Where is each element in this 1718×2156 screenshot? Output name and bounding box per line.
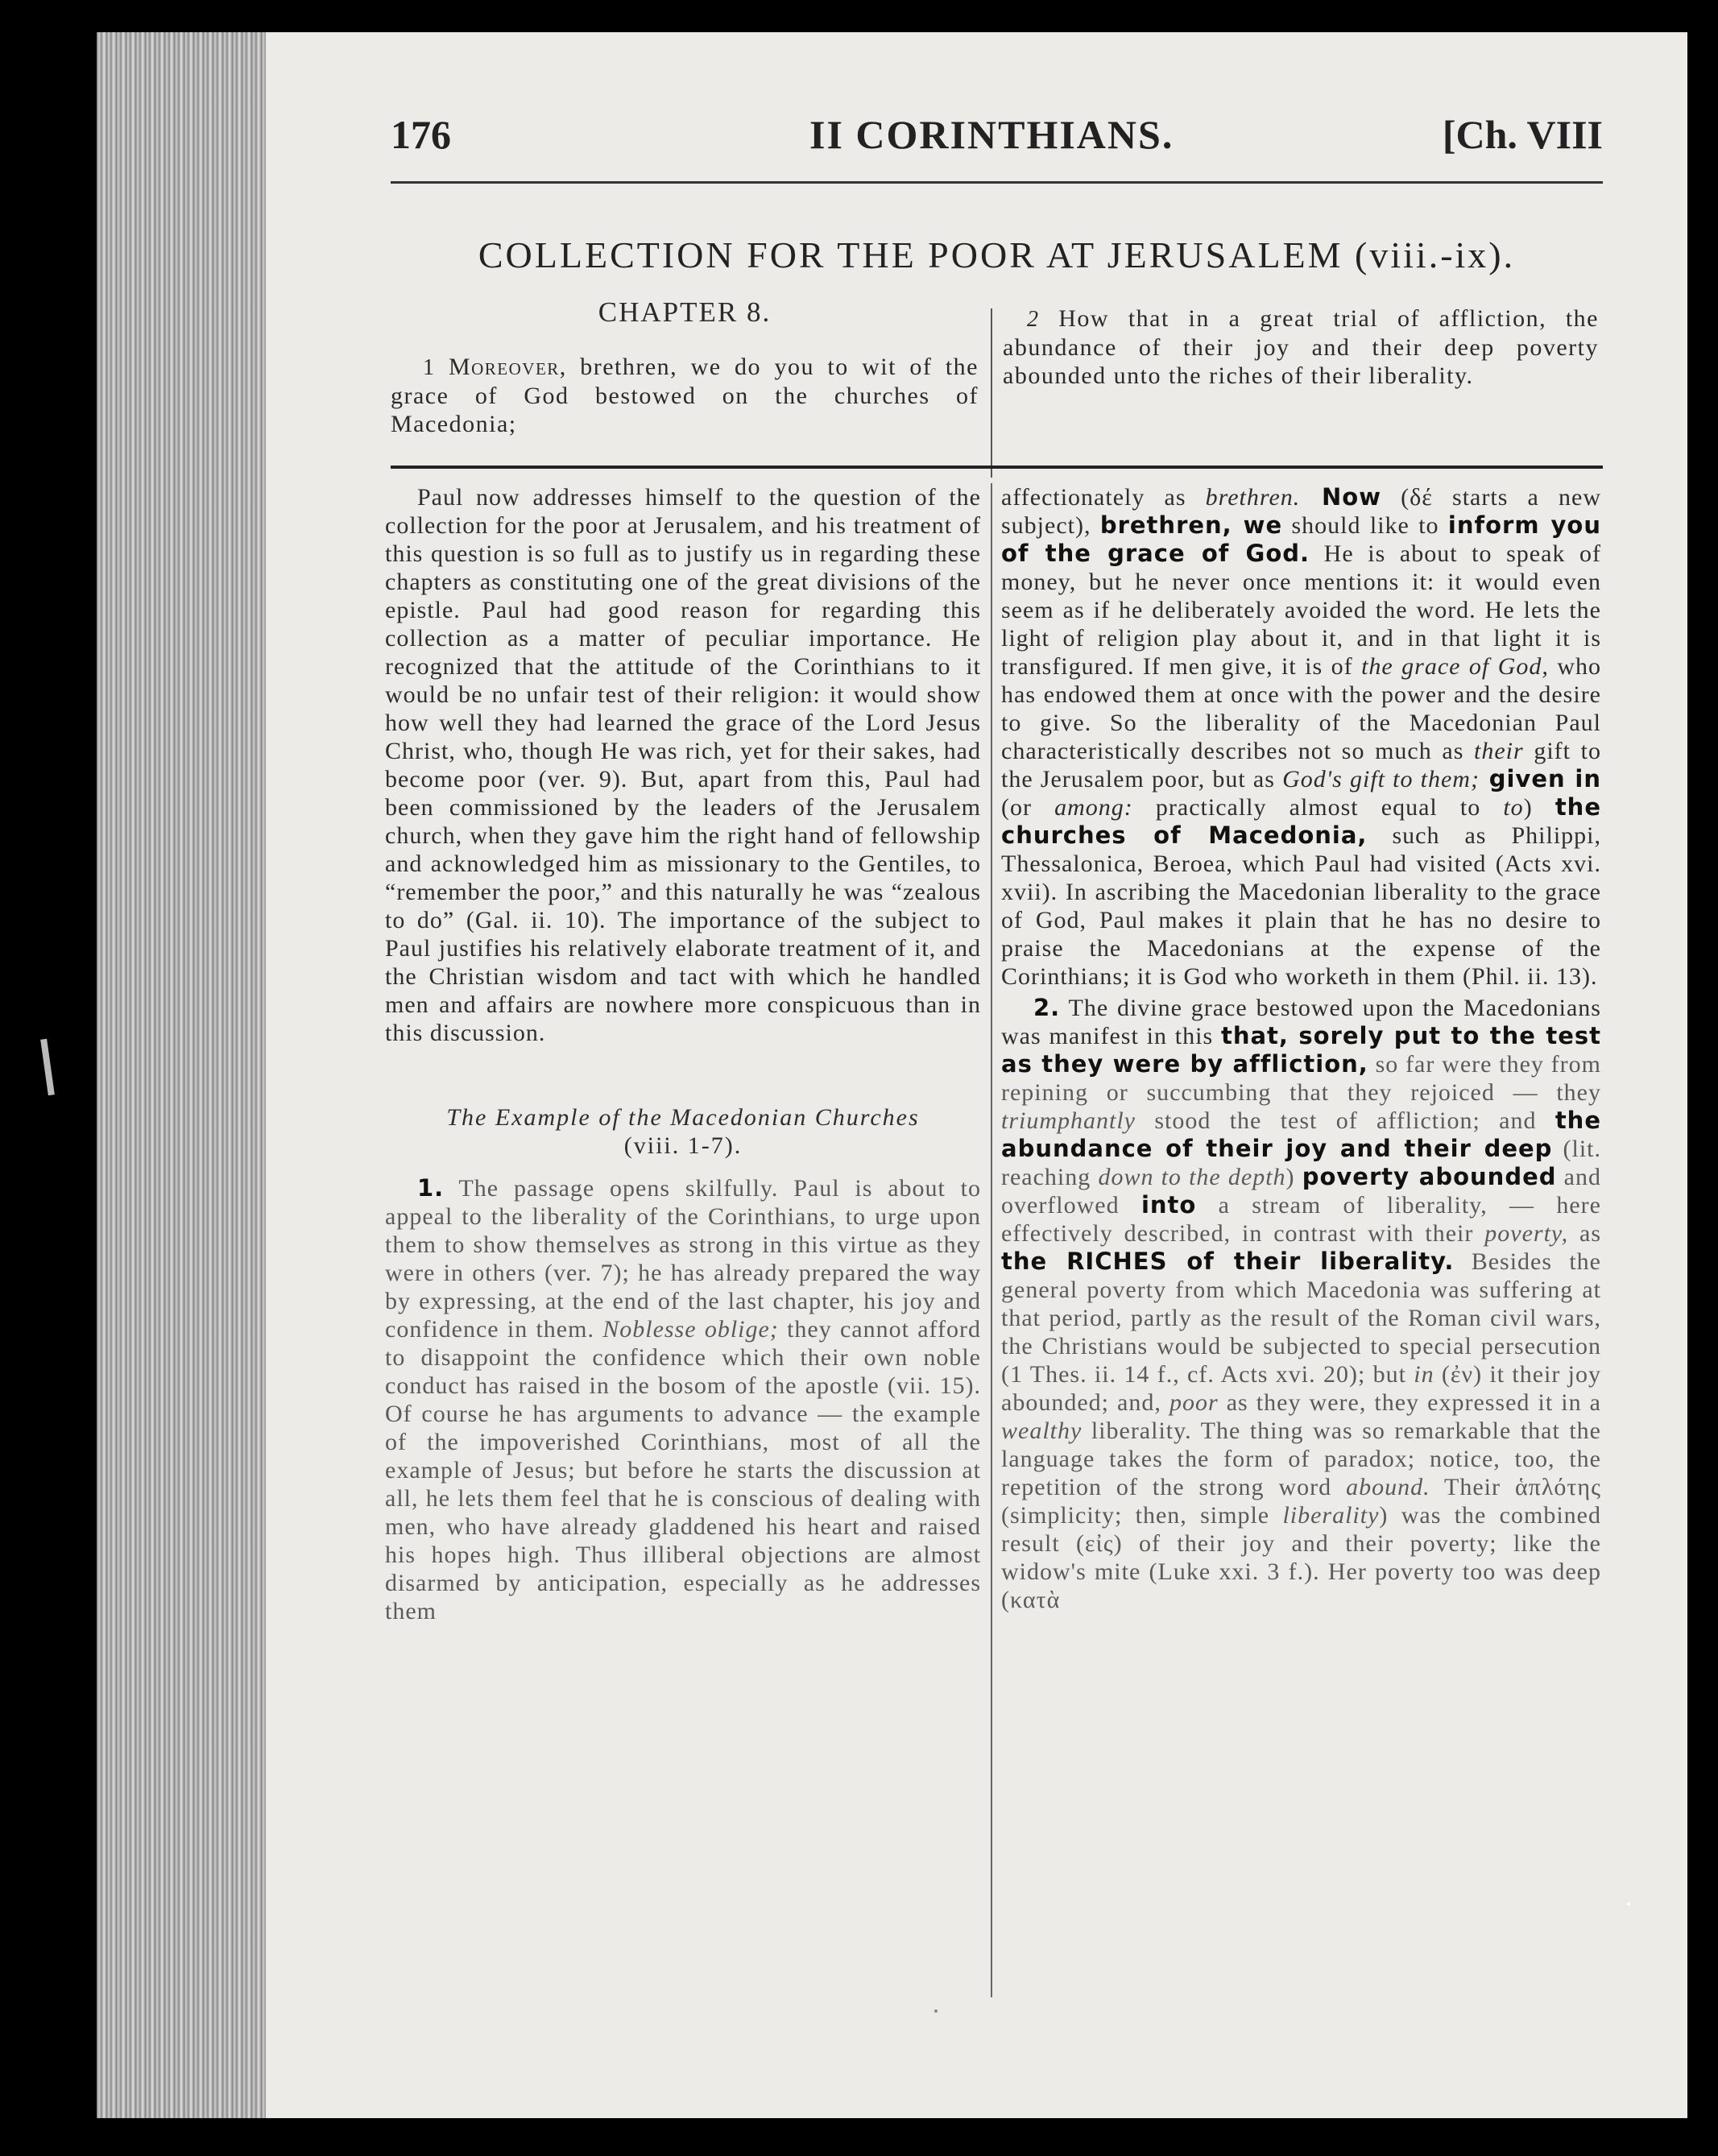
intro-paragraph: Paul now addresses himself to the question of the collection for the poor at Jerusalem, and his treatment of this question is so full as to justify us in regarding these chapters as constituting one of the great divisions of the epistle. Paul had good reason for regarding this collection as a matter of peculiar importance. He recognized that the attitude of the Corinthians to it would be no unfair test of their religion: it would show how well they had learned the grace of the Lord Jesus Christ, who, though He was rich, yet for their sakes, had become poor (ver. 9). But, apart from this, Paul had been commissioned by the leaders of the Jerusalem church, when they gave him the right hand of fellowship and acknowledged him as missionary to the Gentiles, to “remember the poor,” and this naturally he was “zealous to do” (Gal. ii. 10). The importance of the subject to Paul justifies his relatively elaborate treatment of it, and the Christian wisdom and tact with which he handled men and affairs are nowhere more conspicuous than in this discussion. — [385, 484, 981, 1046]
chapter-reference: [Ch. VIII — [1442, 112, 1603, 157]
bold-run: the abundance of their joy and their deep — [1001, 1107, 1601, 1162]
italic-run: God's gift to them; — [1282, 766, 1480, 792]
header-rule — [391, 181, 1603, 184]
paragraph-1-text-a: The passage opens skilfully. Paul is about to appeal to the liberality of the Corinthians, to urge upon them to show themselves as strong in this virtue as they were in others (ver. 7); he has already prepared the way by expressing, at the end of the last chapter, his joy and confidence in them. — [385, 1175, 981, 1343]
italic-run: among: — [1054, 794, 1133, 821]
subheading — [385, 1103, 981, 1160]
text-run: (ἐν) it their joy abounded; and, — [1001, 1361, 1602, 1416]
verse-2-text: How that in a great trial of affliction, the abundance of their joy and their deep poverty abounded unto the riches of their liberality. — [1003, 305, 1599, 389]
running-title: II CORINTHIANS. — [809, 112, 1174, 157]
italic-run: to — [1503, 794, 1524, 821]
bold-run: poverty abounded — [1302, 1163, 1557, 1190]
text-run: ) was the combined result (εἰς) of their joy and their poverty; like the widow's mite (Luke xxi. 3 f.). Her poverty too was deep (κατὰ — [1001, 1502, 1601, 1613]
bold-run: brethren, we — [1099, 511, 1283, 539]
italic-run: down to the depth — [1098, 1164, 1286, 1190]
italic-run: triumphantly — [1001, 1107, 1136, 1134]
subheading-ref: (viii. 1-7). — [623, 1132, 743, 1159]
bold-run: the RICHES of their liberality. — [1001, 1248, 1455, 1275]
text-run: as — [1568, 1220, 1602, 1247]
text-run: practically almost equal to — [1132, 794, 1504, 821]
italic-run: abound. — [1346, 1474, 1430, 1500]
right-paragraph-2 — [1001, 994, 1601, 1614]
italic-run: in — [1414, 1361, 1434, 1388]
verse-2 — [1003, 304, 1599, 390]
text-run: so far were they from repining or succumbing that they rejoiced — they — [1001, 1051, 1601, 1106]
commentary-left-column — [385, 483, 981, 1625]
text-run: liberality. The thing was so remarkable that the language takes the form of paradox; notice, too, the repetition of the strong word — [1001, 1417, 1601, 1500]
verse-1-text: , brethren, we do you to wit of the grace of God bestowed on the churches of Macedonia; — [391, 354, 979, 437]
text-run: should like to — [1282, 512, 1448, 539]
italic-run: poverty, — [1484, 1220, 1569, 1247]
paragraph-1-number: 1. — [417, 1174, 445, 1202]
italic-run: their — [1474, 738, 1524, 764]
text-run: and overflowed — [1001, 1164, 1601, 1219]
bold-run: inform you of the grace of God. — [1001, 511, 1601, 567]
verse-1-number: 1 — [423, 355, 436, 380]
bold-run: that, sorely put to the test as they were by affliction, — [1001, 1022, 1601, 1078]
scan-speck — [934, 2009, 938, 2013]
right-paragraph-1 — [1001, 483, 1601, 991]
verse-1-lead: Moreover — [448, 354, 560, 380]
paragraph-1 — [385, 1174, 981, 1625]
page-number: 176 — [391, 112, 451, 157]
text-run: (or — [1001, 794, 1055, 821]
bold-run: into — [1141, 1191, 1197, 1219]
scan-speck — [1627, 1902, 1630, 1906]
text-run: Besides the general poverty from which Macedonia was suffering at that period, partly as the result of the Roman civil wars, the Christians would be subjected to special persecution (1 Thes. ii. 14 f., cf. Acts xvi. 20); but — [1001, 1248, 1601, 1388]
verse-2-number: 2 — [1027, 307, 1040, 332]
italic-run: the grace of God, — [1361, 653, 1549, 680]
italic-run: poor — [1169, 1389, 1219, 1416]
text-run: ) — [1285, 1164, 1302, 1190]
bold-run: Now — [1300, 483, 1382, 511]
text-run: a stream of liberality, — here effectively described, in contrast with their — [1001, 1192, 1601, 1247]
text-run: gift to the Jerusalem poor, but as — [1001, 738, 1601, 792]
subheading-title: The Example of the Macedonian Churches — [446, 1104, 920, 1131]
text-run: Their ἁπλότης (simplicity; then, simple — [1001, 1474, 1601, 1529]
text-run: who has endowed them at once with the power and the desire to give. So the liberality of the Macedonian Paul characteristically describes not so much as — [1001, 653, 1601, 764]
bold-run: the churches of Macedonia, — [1001, 793, 1601, 849]
italic-run: liberality — [1282, 1502, 1380, 1529]
text-run: stood the test of affliction; and — [1136, 1107, 1555, 1134]
chapter-heading: CHAPTER 8. — [598, 296, 772, 328]
verse-1 — [391, 353, 979, 438]
section-title: COLLECTION FOR THE POOR AT JERUSALEM (viii.-ix). — [478, 234, 1516, 275]
italic-run: wealthy — [1001, 1417, 1083, 1444]
text-run: ) — [1523, 794, 1555, 821]
text-run: such as Philippi, Thessalonica, Beroea, which Paul had visited (Acts xvi. xvii). In ascribing the Macedonian liberality to the grace of God, Paul makes it plain that he has no desire to praise the Macedonians at the expense of the Corinthians; it is God who worketh in them (Phil. ii. 13). — [1001, 822, 1601, 990]
paragraph-1-text-b: they cannot afford to disappoint the confidence which their own noble conduct has raised in the bosom of the apostle (vii. 15). Of course he has arguments to advance — the example of the impoverished Corinthians, most of all the example of Jesus; but before he starts the discussion at all, he lets them feel that he is conscious of dealing with men, who have already gladdened his heart and raised his hopes high. Thus illiberal objections are almost disarmed by anticipation, especially as he addresses them — [385, 1316, 981, 1624]
text-run: (lit. reaching — [1001, 1136, 1601, 1190]
bold-run: given in — [1479, 765, 1601, 792]
commentary-right-column — [1001, 483, 1601, 1614]
text-run: The divine grace bestowed upon the Macedonians was manifest in this — [1001, 995, 1601, 1049]
page-edges — [97, 32, 270, 2118]
paragraph-2-number: 2. — [1033, 994, 1061, 1021]
commentary-rule — [391, 466, 1603, 469]
text-run: affectionately as — [1001, 484, 1206, 511]
paragraph-1-italic: Noblesse oblige; — [602, 1316, 779, 1343]
text-run: He is about to speak of money, but he never once mentions it: it would even seem as if he deliberately avoided the word. He lets the light of religion play about it, and in that light it is transfigured. If men give, it is of — [1001, 540, 1601, 680]
text-run: as they were, they expressed it in a — [1218, 1389, 1601, 1416]
verse-divider — [991, 308, 992, 478]
column-divider — [991, 483, 992, 1997]
italic-run: brethren. — [1205, 484, 1301, 511]
text-run: (δέ starts a new subject), — [1001, 484, 1601, 539]
running-header — [391, 111, 1603, 159]
